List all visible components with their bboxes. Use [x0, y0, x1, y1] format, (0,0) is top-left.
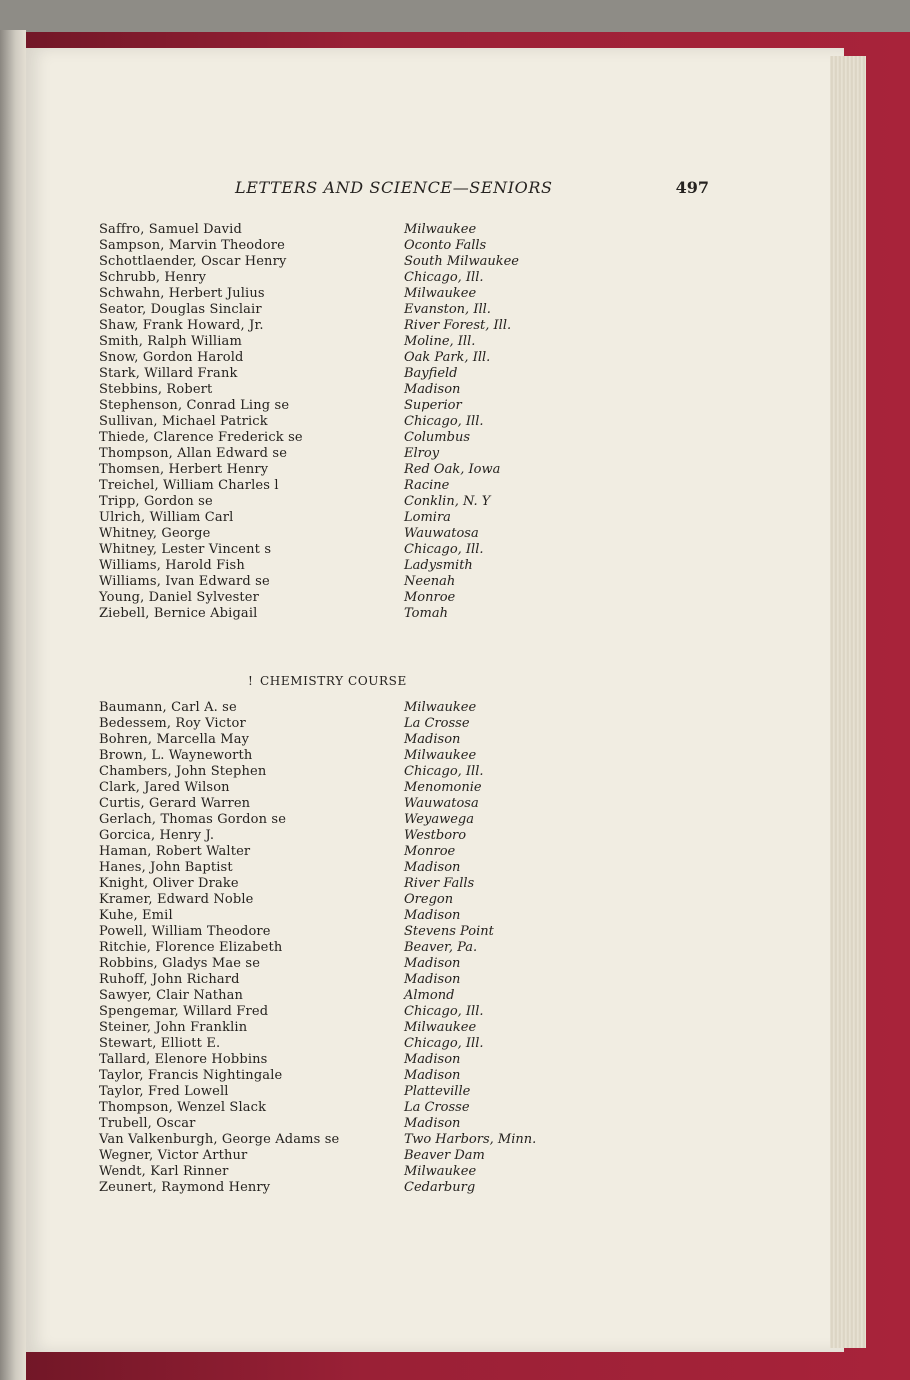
student-name: Stark, Willard Frank: [99, 366, 238, 381]
home-town: Tomah: [404, 606, 448, 621]
student-name: Taylor, Fred Lowell: [99, 1084, 229, 1099]
home-town: Menomonie: [404, 780, 482, 795]
student-name: Bohren, Marcella May: [99, 732, 250, 747]
student-name: Smith, Ralph William: [99, 334, 242, 349]
student-name: Chambers, John Stephen: [99, 764, 267, 779]
student-name: Sullivan, Michael Patrick: [99, 414, 268, 429]
list-item: [99, 526, 539, 542]
student-name: Brown, L. Wayneworth: [99, 748, 253, 763]
student-name: Ziebell, Bernice Abigail: [99, 606, 258, 621]
list-item: [99, 828, 539, 844]
list-item: [99, 478, 539, 494]
student-name: Spengemar, Willard Fred: [99, 1004, 269, 1019]
list-item: [99, 1180, 539, 1196]
home-town: Milwaukee: [404, 1164, 477, 1179]
home-town: Conklin, N. Y: [404, 494, 491, 509]
home-town: Lomira: [404, 510, 451, 525]
student-name: Hanes, John Baptist: [99, 860, 233, 875]
student-name: Tripp, Gordon se: [99, 494, 213, 509]
home-town: Milwaukee: [404, 748, 477, 763]
home-town: Beaver, Pa.: [404, 940, 478, 955]
list-item: [99, 780, 539, 796]
student-name: Schottlaender, Oscar Henry: [99, 254, 287, 269]
list-item: [99, 812, 539, 828]
list-item: [99, 606, 539, 622]
student-name: Van Valkenburgh, George Adams se: [99, 1132, 340, 1147]
list-item: [99, 876, 539, 892]
home-town: Oak Park, Ill.: [404, 350, 491, 365]
home-town: River Forest, Ill.: [404, 318, 512, 333]
student-name: Williams, Harold Fish: [99, 558, 245, 573]
student-name: Knight, Oliver Drake: [99, 876, 239, 891]
chemistry-section-heading: [248, 674, 407, 688]
list-item: [99, 1132, 539, 1148]
student-name: Ruhoff, John Richard: [99, 972, 240, 987]
student-name: Robbins, Gladys Mae se: [99, 956, 261, 971]
student-name: Wegner, Victor Arthur: [99, 1148, 248, 1163]
list-item: [99, 1116, 539, 1132]
home-town: Elroy: [404, 446, 440, 461]
student-name: Whitney, George: [99, 526, 211, 541]
home-town: Chicago, Ill.: [404, 1004, 484, 1019]
home-town: Evanston, Ill.: [404, 302, 491, 317]
home-town: Milwaukee: [404, 286, 477, 301]
list-item: [99, 414, 539, 430]
home-town: Milwaukee: [404, 700, 477, 715]
student-name: Haman, Robert Walter: [99, 844, 251, 859]
student-name: Gerlach, Thomas Gordon se: [99, 812, 287, 827]
list-item: [99, 716, 539, 732]
list-item: [99, 462, 539, 478]
list-item: [99, 366, 539, 382]
list-item: [99, 254, 539, 270]
chemistry-list: [99, 700, 539, 1196]
student-name: Bedessem, Roy Victor: [99, 716, 246, 731]
home-town: Madison: [404, 1116, 461, 1131]
list-item: [99, 1148, 539, 1164]
list-item: [99, 1068, 539, 1084]
student-name: Curtis, Gerard Warren: [99, 796, 251, 811]
list-item: [99, 302, 539, 318]
home-town: Racine: [404, 478, 450, 493]
home-town: Two Harbors, Minn.: [404, 1132, 537, 1147]
student-name: Thiede, Clarence Frederick se: [99, 430, 303, 445]
home-town: Beaver Dam: [404, 1148, 485, 1163]
list-item: [99, 1036, 539, 1052]
home-town: Chicago, Ill.: [404, 764, 484, 779]
running-header: [235, 178, 715, 202]
header-title: LETTERS AND SCIENCE—SENIORS: [235, 178, 553, 197]
student-name: Schwahn, Herbert Julius: [99, 286, 265, 301]
home-town: Oregon: [404, 892, 454, 907]
list-item: [99, 924, 539, 940]
student-name: Sawyer, Clair Nathan: [99, 988, 244, 1003]
list-item: [99, 510, 539, 526]
home-town: Cedarburg: [404, 1180, 476, 1195]
home-town: Madison: [404, 972, 461, 987]
list-item: [99, 956, 539, 972]
student-name: Kramer, Edward Noble: [99, 892, 254, 907]
page-block-edge: [830, 56, 866, 1348]
home-town: Platteville: [404, 1084, 471, 1099]
list-item: [99, 860, 539, 876]
list-item: [99, 270, 539, 286]
student-name: Williams, Ivan Edward se: [99, 574, 270, 589]
list-item: [99, 1084, 539, 1100]
home-town: Wauwatosa: [404, 526, 479, 541]
home-town: Madison: [404, 1068, 461, 1083]
home-town: River Falls: [404, 876, 475, 891]
student-name: Baumann, Carl A. se: [99, 700, 237, 715]
list-item: [99, 940, 539, 956]
home-town: Madison: [404, 908, 461, 923]
student-name: Seator, Douglas Sinclair: [99, 302, 262, 317]
list-item: [99, 1164, 539, 1180]
student-name: Schrubb, Henry: [99, 270, 207, 285]
list-item: [99, 558, 539, 574]
list-item: [99, 844, 539, 860]
student-name: Tallard, Elenore Hobbins: [99, 1052, 268, 1067]
seniors-list: [99, 222, 539, 622]
student-name: Steiner, John Franklin: [99, 1020, 248, 1035]
list-item: [99, 222, 539, 238]
student-name: Thompson, Allan Edward se: [99, 446, 288, 461]
list-item: [99, 446, 539, 462]
home-town: Bayfield: [404, 366, 458, 381]
student-name: Thomsen, Herbert Henry: [99, 462, 269, 477]
list-item: [99, 334, 539, 350]
list-item: [99, 542, 539, 558]
home-town: Chicago, Ill.: [404, 414, 484, 429]
home-town: Stevens Point: [404, 924, 494, 939]
home-town: La Crosse: [404, 1100, 470, 1115]
home-town: La Crosse: [404, 716, 470, 731]
section-title: CHEMISTRY COURSE: [260, 674, 407, 688]
home-town: Monroe: [404, 590, 456, 605]
home-town: Chicago, Ill.: [404, 270, 484, 285]
home-town: Columbus: [404, 430, 470, 445]
home-town: Oconto Falls: [404, 238, 487, 253]
list-item: [99, 382, 539, 398]
list-item: [99, 494, 539, 510]
student-name: Saffro, Samuel David: [99, 222, 242, 237]
home-town: Moline, Ill.: [404, 334, 476, 349]
list-item: [99, 1004, 539, 1020]
student-name: Taylor, Francis Nightingale: [99, 1068, 283, 1083]
home-town: Ladysmith: [404, 558, 473, 573]
home-town: Westboro: [404, 828, 467, 843]
student-name: Trubell, Oscar: [99, 1116, 196, 1131]
student-name: Ulrich, William Carl: [99, 510, 234, 525]
home-town: Madison: [404, 1052, 461, 1067]
page-number: 497: [675, 178, 709, 197]
student-name: Young, Daniel Sylvester: [99, 590, 259, 605]
list-item: [99, 908, 539, 924]
student-name: Stephenson, Conrad Ling se: [99, 398, 290, 413]
list-item: [99, 700, 539, 716]
list-item: [99, 732, 539, 748]
list-item: [99, 590, 539, 606]
home-town: Chicago, Ill.: [404, 542, 484, 557]
student-name: Sampson, Marvin Theodore: [99, 238, 285, 253]
student-name: Clark, Jared Wilson: [99, 780, 230, 795]
home-town: Superior: [404, 398, 462, 413]
list-item: [99, 238, 539, 254]
home-town: Red Oak, Iowa: [404, 462, 501, 477]
home-town: South Milwaukee: [404, 254, 519, 269]
home-town: Madison: [404, 956, 461, 971]
student-name: Stebbins, Robert: [99, 382, 213, 397]
list-item: [99, 398, 539, 414]
section-mark: !: [248, 674, 254, 688]
home-town: Monroe: [404, 844, 456, 859]
list-item: [99, 318, 539, 334]
home-town: Madison: [404, 732, 461, 747]
home-town: Neenah: [404, 574, 456, 589]
list-item: [99, 350, 539, 366]
student-name: Powell, William Theodore: [99, 924, 271, 939]
student-name: Whitney, Lester Vincent s: [99, 542, 272, 557]
list-item: [99, 574, 539, 590]
home-town: Milwaukee: [404, 222, 477, 237]
list-item: [99, 748, 539, 764]
home-town: Madison: [404, 860, 461, 875]
list-item: [99, 796, 539, 812]
student-name: Gorcica, Henry J.: [99, 828, 215, 843]
student-name: Shaw, Frank Howard, Jr.: [99, 318, 264, 333]
home-town: Madison: [404, 382, 461, 397]
list-item: [99, 764, 539, 780]
list-item: [99, 286, 539, 302]
facing-page-edge: [0, 30, 26, 1380]
home-town: Wauwatosa: [404, 796, 479, 811]
home-town: Chicago, Ill.: [404, 1036, 484, 1051]
student-name: Snow, Gordon Harold: [99, 350, 244, 365]
list-item: [99, 972, 539, 988]
home-town: Weyawega: [404, 812, 474, 827]
list-item: [99, 892, 539, 908]
home-town: Milwaukee: [404, 1020, 477, 1035]
student-name: Wendt, Karl Rinner: [99, 1164, 229, 1179]
student-name: Ritchie, Florence Elizabeth: [99, 940, 283, 955]
student-name: Stewart, Elliott E.: [99, 1036, 221, 1051]
list-item: [99, 1100, 539, 1116]
student-name: Zeunert, Raymond Henry: [99, 1180, 271, 1195]
home-town: Almond: [404, 988, 455, 1003]
list-item: [99, 1052, 539, 1068]
student-name: Treichel, William Charles l: [99, 478, 279, 493]
list-item: [99, 1020, 539, 1036]
student-name: Thompson, Wenzel Slack: [99, 1100, 267, 1115]
student-name: Kuhe, Emil: [99, 908, 173, 923]
list-item: [99, 988, 539, 1004]
list-item: [99, 430, 539, 446]
